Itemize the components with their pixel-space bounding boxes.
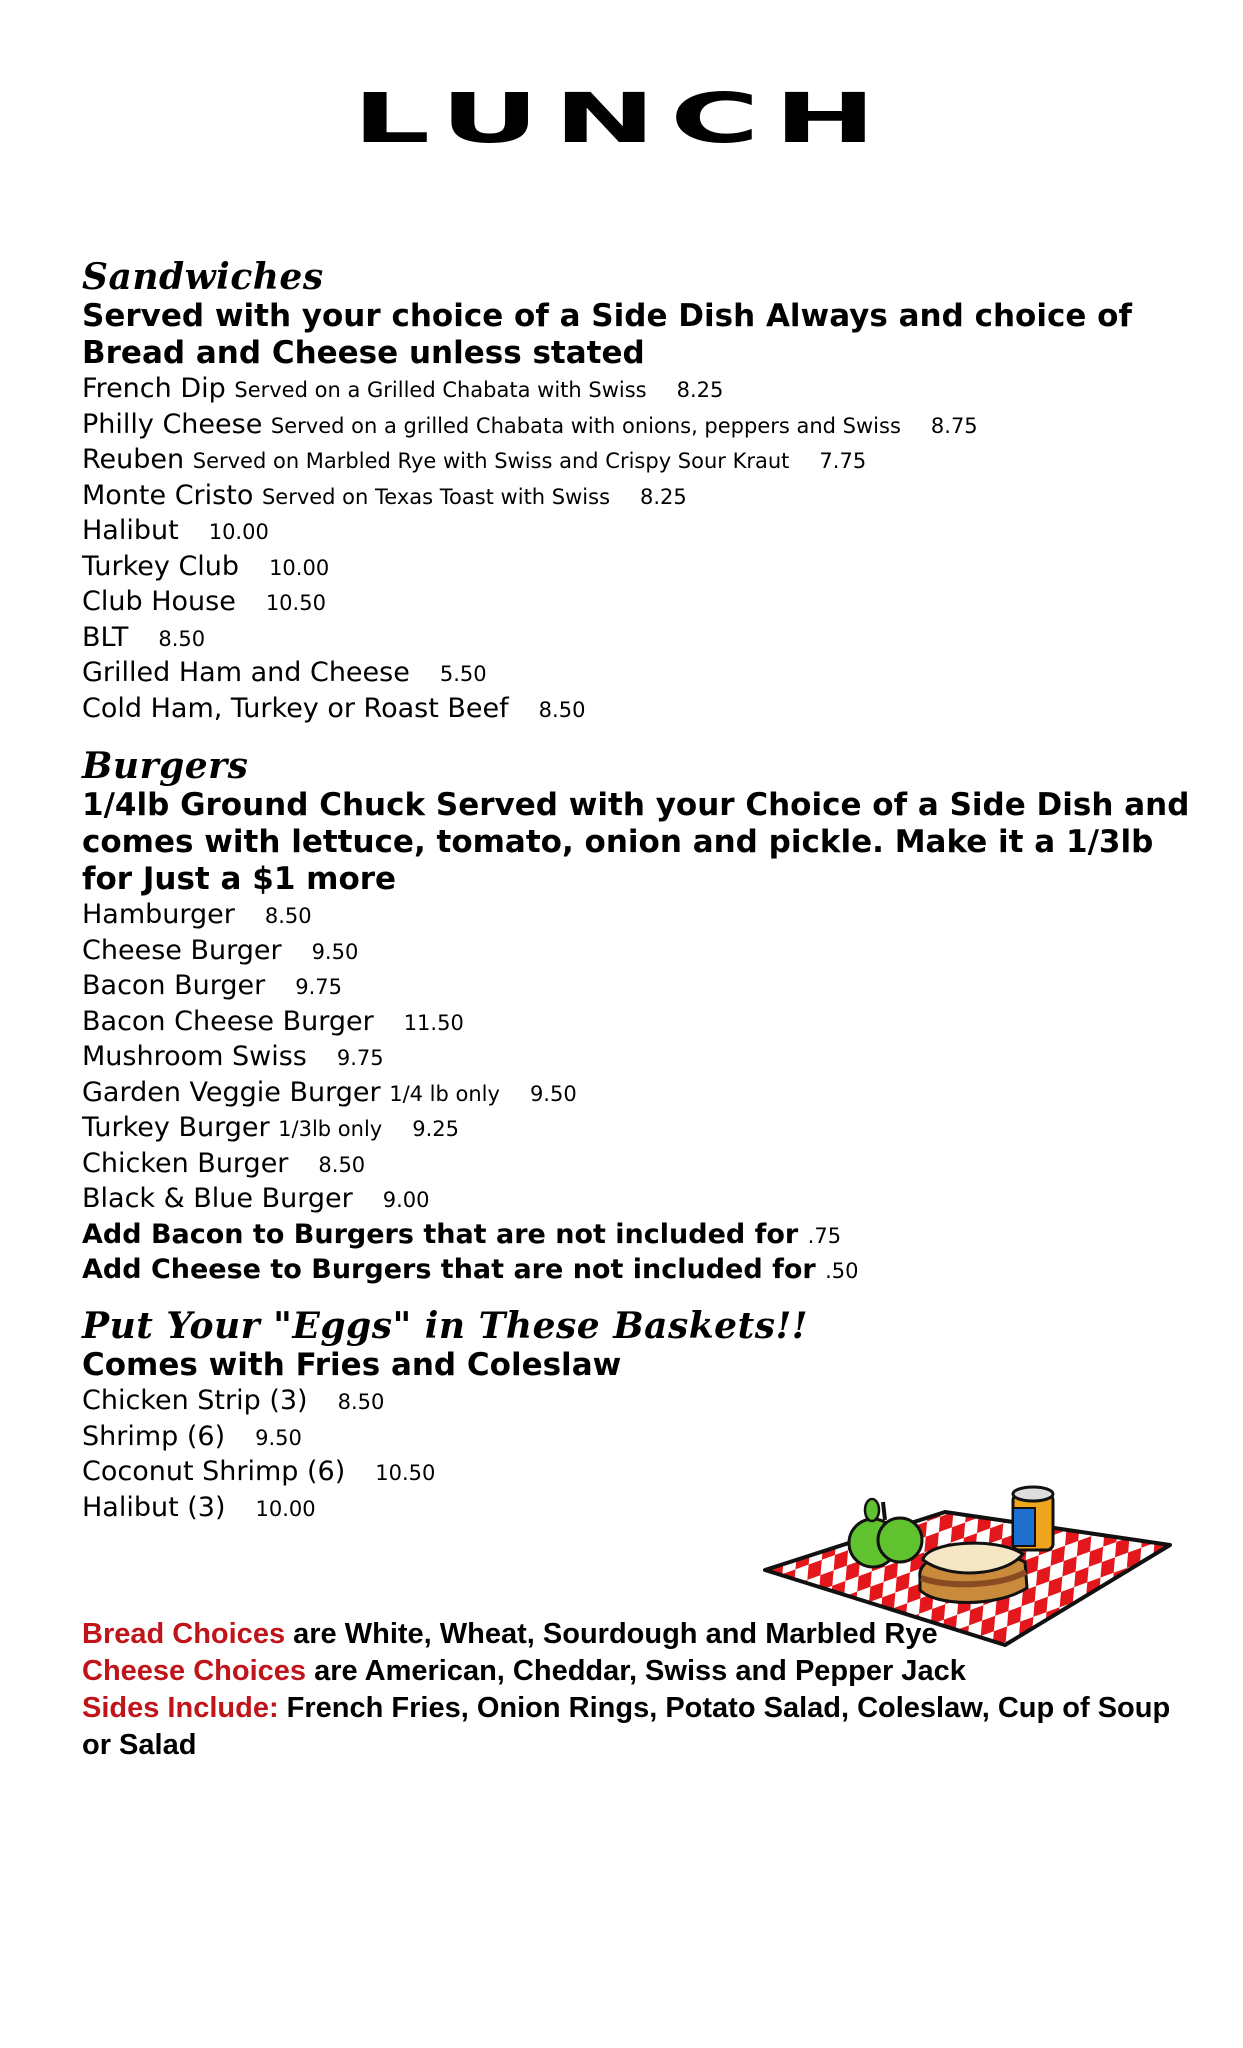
- menu-item: [82, 934, 1202, 970]
- item-name: Coconut Shrimp (6): [82, 1456, 346, 1487]
- item-description: Served on Texas Toast with Swiss: [261, 484, 611, 509]
- item-price: 8.50: [337, 1390, 385, 1414]
- item-name: Turkey Burger: [82, 1112, 270, 1143]
- item-name: Club House: [82, 586, 236, 617]
- burgers-addons: [82, 1218, 1202, 1289]
- item-price: 10.00: [208, 520, 269, 544]
- item-price: 9.00: [382, 1188, 430, 1212]
- item-price: 9.50: [255, 1425, 302, 1450]
- menu-item: [82, 1111, 1202, 1147]
- addon-price: .50: [825, 1259, 859, 1283]
- item-name: Bacon Cheese Burger: [82, 1005, 374, 1037]
- item-name: Bacon Burger: [82, 970, 266, 1001]
- menu-item: [82, 1182, 1202, 1218]
- item-price: 9.75: [336, 1046, 384, 1070]
- item-price: 10.50: [265, 591, 326, 615]
- item-name: Chicken Strip (3): [82, 1385, 308, 1416]
- menu-item: [82, 1384, 1202, 1420]
- item-price: 7.75: [819, 449, 867, 473]
- burgers-section: [82, 745, 1202, 1289]
- item-price: 9.50: [311, 939, 359, 964]
- menu-item: [82, 621, 1202, 657]
- menu-item: [82, 585, 1202, 621]
- item-name: Monte Cristo: [82, 479, 254, 511]
- item-description: 1/3lb only: [278, 1117, 383, 1141]
- item-name: Hamburger: [82, 899, 235, 930]
- item-name: Cold Ham, Turkey or Roast Beef: [82, 692, 509, 724]
- addon-item: [82, 1253, 1202, 1289]
- item-name: Garden Veggie Burger: [82, 1076, 381, 1108]
- baskets-subheading: Comes with Fries and Coleslaw: [82, 1347, 622, 1383]
- soda-can-icon: [1013, 1487, 1053, 1550]
- menu-item: [82, 550, 1202, 586]
- bread-choices-line: [82, 1616, 1202, 1653]
- item-name: Halibut (3): [82, 1491, 226, 1523]
- menu-item: [82, 1005, 1202, 1041]
- addon-item: [82, 1218, 1202, 1254]
- item-name: Shrimp (6): [82, 1420, 226, 1452]
- item-name: Turkey Club: [82, 550, 240, 582]
- item-price: 9.75: [295, 975, 343, 999]
- cheese-choices-text: are American, Cheddar, Swiss and Pepper Jack: [306, 1655, 966, 1687]
- item-name: Chicken Burger: [82, 1147, 289, 1179]
- item-name: Cheese Burger: [82, 934, 282, 966]
- item-price: 9.25: [412, 1117, 459, 1141]
- item-price: 5.50: [439, 662, 487, 686]
- item-name: Halibut: [82, 515, 179, 546]
- burgers-subheading: 1/4lb Ground Chuck Served with your Choice of a Side Dish and comes with lettuce, tomato, onion and pickle. Make it a 1/3lb for Just a $1 more: [82, 787, 1190, 897]
- choices-notes: [82, 1616, 1202, 1764]
- item-price: 8.50: [158, 626, 206, 651]
- cheese-choices-label: Cheese Choices: [82, 1655, 307, 1687]
- menu-item: [82, 1076, 1202, 1112]
- menu-item: [82, 969, 1202, 1005]
- bread-choices-text: are White, Wheat, Sourdough and Marbled Rye: [285, 1618, 938, 1650]
- item-price: 10.00: [269, 555, 330, 580]
- sides-text: French Fries, Onion Rings, Potato Salad, Coleslaw, Cup of Soup or Salad: [82, 1692, 1171, 1761]
- addon-price: .75: [807, 1223, 842, 1248]
- item-price: 8.25: [676, 378, 724, 402]
- menu-item: [82, 443, 1202, 479]
- item-price: 8.25: [640, 484, 687, 509]
- menu-item: [82, 898, 1202, 934]
- burgers-list: [82, 898, 1202, 1218]
- bread-choices-label: Bread Choices: [82, 1618, 286, 1650]
- item-description: Served on a grilled Chabata with onions, peppers and Swiss: [270, 413, 901, 438]
- menu-item: [82, 372, 1202, 408]
- sandwich-icon: [920, 1543, 1027, 1602]
- item-price: 10.50: [375, 1461, 436, 1485]
- menu-item: [82, 408, 1202, 444]
- item-name: Philly Cheese: [82, 408, 263, 440]
- item-name: Mushroom Swiss: [82, 1041, 307, 1072]
- item-price: 9.50: [529, 1081, 577, 1106]
- page-title: LUNCH: [352, 78, 891, 159]
- item-price: 8.50: [264, 904, 312, 928]
- menu-item: [82, 1147, 1202, 1183]
- sandwiches-list: [82, 372, 1202, 727]
- item-name: Black & Blue Burger: [82, 1183, 353, 1214]
- item-description: 1/4 lb only: [389, 1081, 500, 1106]
- item-price: 8.75: [930, 413, 978, 438]
- item-description: Served on Marbled Rye with Swiss and Crispy Sour Kraut: [192, 449, 790, 473]
- item-price: 8.50: [538, 697, 586, 722]
- sides-label: Sides Include:: [82, 1692, 279, 1724]
- menu-item: [82, 656, 1202, 692]
- cheese-choices-line: [82, 1653, 1202, 1690]
- item-name: Reuben: [82, 444, 185, 475]
- item-name: French Dip: [82, 373, 226, 404]
- item-name: Grilled Ham and Cheese: [82, 657, 410, 688]
- menu-item: [82, 479, 1202, 515]
- menu-item: [82, 692, 1202, 728]
- sandwiches-heading: Sandwiches: [82, 256, 324, 298]
- item-name: BLT: [82, 621, 129, 653]
- sandwiches-subheading: Served with your choice of a Side Dish Always and choice of Bread and Cheese unless stated: [82, 298, 1132, 371]
- item-description: Served on a Grilled Chabata with Swiss: [234, 378, 647, 402]
- sandwiches-section: [82, 256, 1202, 727]
- sides-line: [82, 1690, 1202, 1764]
- item-price: 8.50: [318, 1152, 366, 1177]
- menu-item: [82, 514, 1202, 550]
- addon-text: Add Cheese to Burgers that are not included for: [82, 1254, 816, 1285]
- baskets-heading: Put Your "Eggs" in These Baskets!!: [82, 1305, 809, 1347]
- menu-item: [82, 1040, 1202, 1076]
- burgers-heading: Burgers: [82, 745, 249, 787]
- item-price: 11.50: [403, 1010, 464, 1035]
- addon-text: Add Bacon to Burgers that are not included for: [82, 1218, 799, 1250]
- apple-icon: [849, 1499, 922, 1567]
- item-price: 10.00: [255, 1496, 316, 1521]
